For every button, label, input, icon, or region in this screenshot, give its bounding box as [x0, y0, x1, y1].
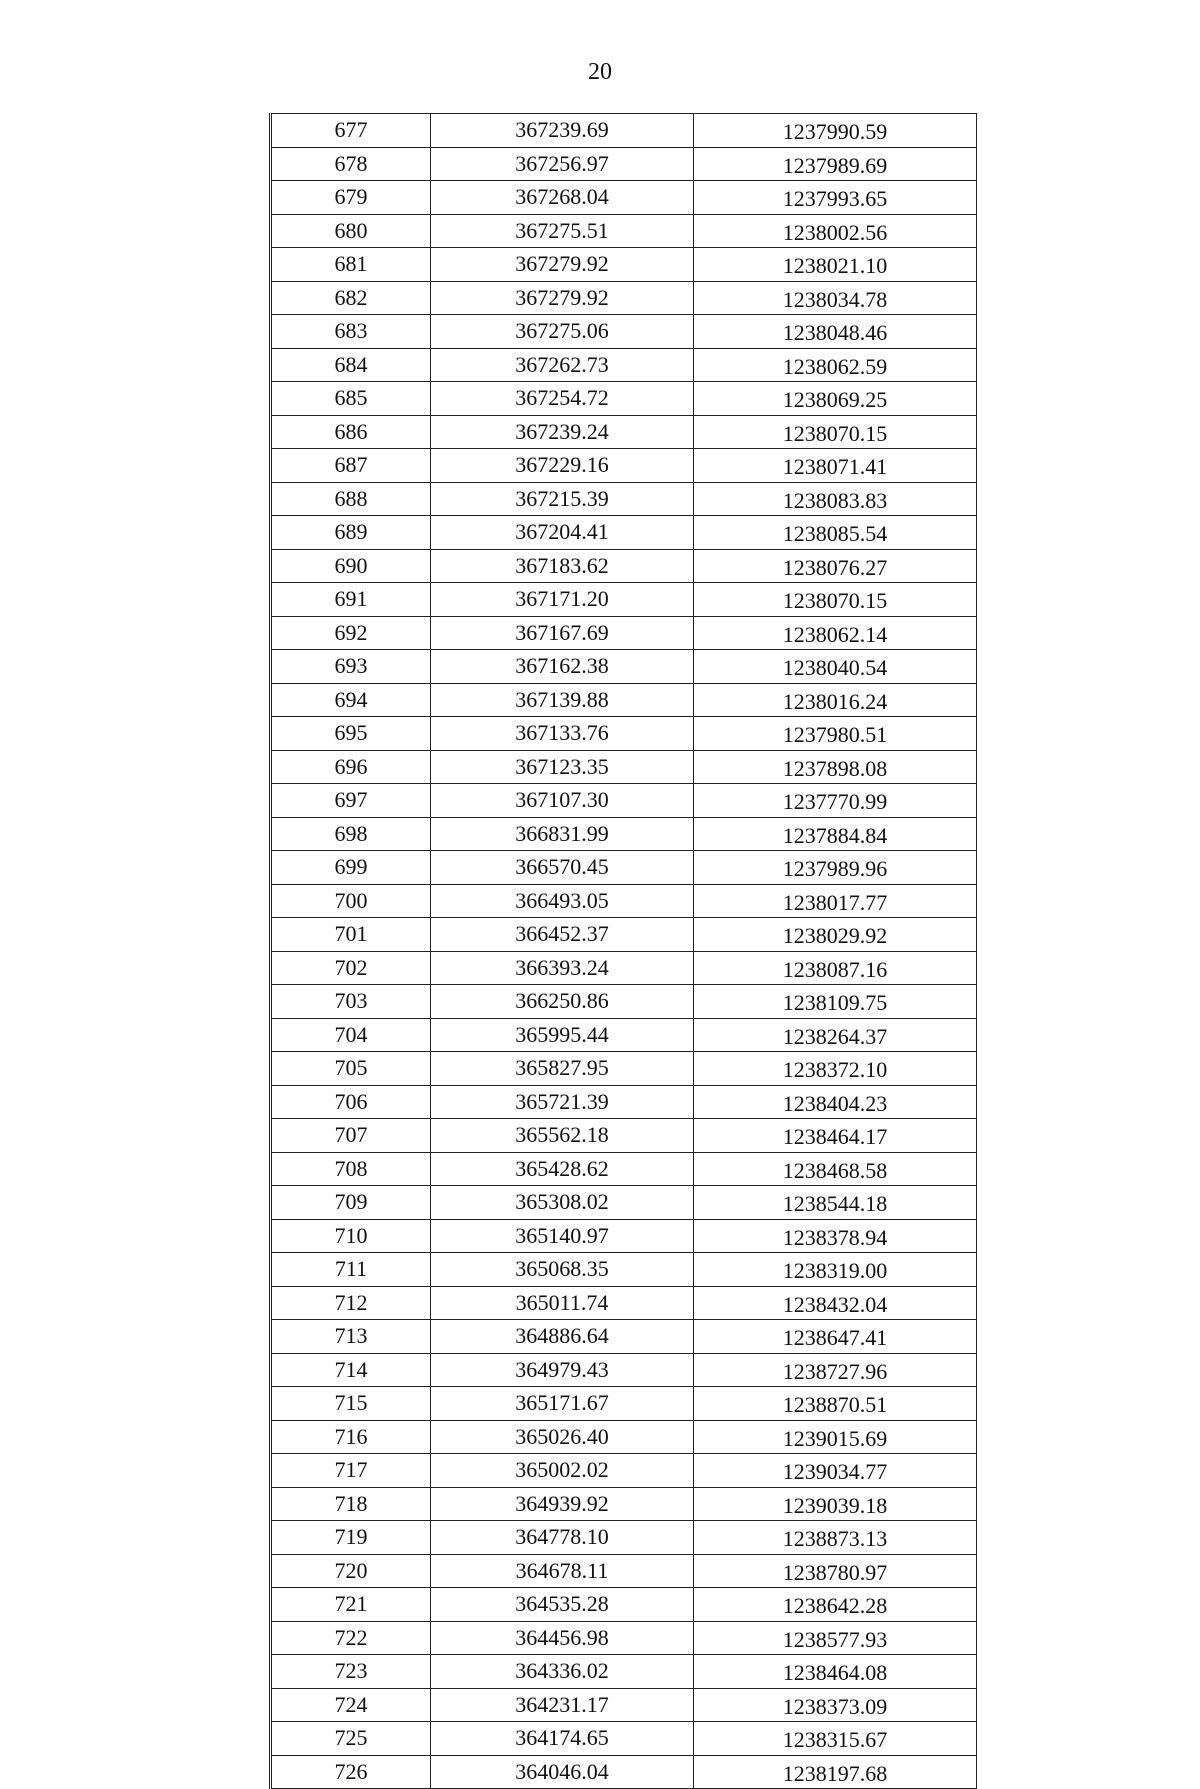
x-coordinate-cell: 365562.18 — [431, 1119, 694, 1153]
y-coordinate-cell: 1238085.54 — [694, 516, 977, 550]
y-coordinate-cell: 1238070.15 — [694, 415, 977, 449]
table-row — [271, 851, 977, 885]
table-row — [271, 315, 977, 349]
table-row — [271, 951, 977, 985]
x-coordinate-cell: 364979.43 — [431, 1353, 694, 1387]
table-row — [271, 1286, 977, 1320]
y-coordinate-cell: 1238464.08 — [694, 1655, 977, 1689]
point-number-cell: 677 — [271, 114, 431, 148]
table-row — [271, 616, 977, 650]
y-coordinate-cell: 1238577.93 — [694, 1621, 977, 1655]
table-row — [271, 482, 977, 516]
x-coordinate-cell: 365721.39 — [431, 1085, 694, 1119]
y-coordinate-cell: 1238048.46 — [694, 315, 977, 349]
point-number-cell: 707 — [271, 1119, 431, 1153]
x-coordinate-cell: 367239.69 — [431, 114, 694, 148]
table-row — [271, 1655, 977, 1689]
x-coordinate-cell: 367239.24 — [431, 415, 694, 449]
point-number-cell: 697 — [271, 784, 431, 818]
x-coordinate-cell: 367107.30 — [431, 784, 694, 818]
y-coordinate-cell: 1238642.28 — [694, 1588, 977, 1622]
y-coordinate-cell: 1238034.78 — [694, 281, 977, 315]
table-row — [271, 147, 977, 181]
point-number-cell: 722 — [271, 1621, 431, 1655]
point-number-cell: 703 — [271, 985, 431, 1019]
y-coordinate-cell: 1238373.09 — [694, 1688, 977, 1722]
page-number: 20 — [588, 59, 612, 85]
x-coordinate-cell: 367279.92 — [431, 248, 694, 282]
point-number-cell: 694 — [271, 683, 431, 717]
point-number-cell: 720 — [271, 1554, 431, 1588]
x-coordinate-cell: 367171.20 — [431, 583, 694, 617]
point-number-cell: 679 — [271, 181, 431, 215]
table-row — [271, 1119, 977, 1153]
x-coordinate-cell: 365026.40 — [431, 1420, 694, 1454]
x-coordinate-cell: 364535.28 — [431, 1588, 694, 1622]
table-row — [271, 1353, 977, 1387]
table-row — [271, 549, 977, 583]
point-number-cell: 716 — [271, 1420, 431, 1454]
x-coordinate-cell: 367183.62 — [431, 549, 694, 583]
y-coordinate-cell: 1238087.16 — [694, 951, 977, 985]
y-coordinate-cell: 1238780.97 — [694, 1554, 977, 1588]
table-row — [271, 214, 977, 248]
point-number-cell: 684 — [271, 348, 431, 382]
point-number-cell: 713 — [271, 1320, 431, 1354]
point-number-cell: 693 — [271, 650, 431, 684]
x-coordinate-cell: 367123.35 — [431, 750, 694, 784]
x-coordinate-cell: 367133.76 — [431, 717, 694, 751]
y-coordinate-cell: 1238404.23 — [694, 1085, 977, 1119]
x-coordinate-cell: 367275.51 — [431, 214, 694, 248]
point-number-cell: 723 — [271, 1655, 431, 1689]
point-number-cell: 725 — [271, 1722, 431, 1756]
point-number-cell: 718 — [271, 1487, 431, 1521]
point-number-cell: 678 — [271, 147, 431, 181]
y-coordinate-cell: 1238870.51 — [694, 1387, 977, 1421]
point-number-cell: 680 — [271, 214, 431, 248]
table-row — [271, 1722, 977, 1756]
table-row — [271, 1320, 977, 1354]
table-row — [271, 817, 977, 851]
table-row — [271, 918, 977, 952]
x-coordinate-cell: 367275.06 — [431, 315, 694, 349]
table-row — [271, 1152, 977, 1186]
point-number-cell: 683 — [271, 315, 431, 349]
x-coordinate-cell: 365827.95 — [431, 1052, 694, 1086]
y-coordinate-cell: 1238076.27 — [694, 549, 977, 583]
y-coordinate-cell: 1239015.69 — [694, 1420, 977, 1454]
table-row — [271, 1554, 977, 1588]
x-coordinate-cell: 367167.69 — [431, 616, 694, 650]
x-coordinate-cell: 364778.10 — [431, 1521, 694, 1555]
x-coordinate-cell: 366570.45 — [431, 851, 694, 885]
table-row — [271, 281, 977, 315]
y-coordinate-cell: 1237898.08 — [694, 750, 977, 784]
x-coordinate-cell: 364456.98 — [431, 1621, 694, 1655]
table-row — [271, 1588, 977, 1622]
y-coordinate-cell: 1238647.41 — [694, 1320, 977, 1354]
point-number-cell: 724 — [271, 1688, 431, 1722]
x-coordinate-cell: 365171.67 — [431, 1387, 694, 1421]
y-coordinate-cell: 1237990.59 — [694, 114, 977, 148]
y-coordinate-cell: 1238083.83 — [694, 482, 977, 516]
point-number-cell: 711 — [271, 1253, 431, 1287]
point-number-cell: 701 — [271, 918, 431, 952]
y-coordinate-cell: 1238069.25 — [694, 382, 977, 416]
y-coordinate-cell: 1238062.14 — [694, 616, 977, 650]
point-number-cell: 714 — [271, 1353, 431, 1387]
point-number-cell: 719 — [271, 1521, 431, 1555]
x-coordinate-cell: 365011.74 — [431, 1286, 694, 1320]
point-number-cell: 717 — [271, 1454, 431, 1488]
x-coordinate-cell: 365002.02 — [431, 1454, 694, 1488]
table-row — [271, 1755, 977, 1789]
table-row — [271, 784, 977, 818]
table-row — [271, 717, 977, 751]
y-coordinate-cell: 1238071.41 — [694, 449, 977, 483]
y-coordinate-cell: 1238017.77 — [694, 884, 977, 918]
point-number-cell: 689 — [271, 516, 431, 550]
x-coordinate-cell: 367139.88 — [431, 683, 694, 717]
table-row — [271, 884, 977, 918]
y-coordinate-cell: 1238315.67 — [694, 1722, 977, 1756]
table-row — [271, 1420, 977, 1454]
x-coordinate-cell: 367256.97 — [431, 147, 694, 181]
x-coordinate-cell: 367262.73 — [431, 348, 694, 382]
table-row — [271, 415, 977, 449]
table-row — [271, 1487, 977, 1521]
point-number-cell: 699 — [271, 851, 431, 885]
table-row — [271, 683, 977, 717]
x-coordinate-cell: 365308.02 — [431, 1186, 694, 1220]
table-row — [271, 114, 977, 148]
y-coordinate-cell: 1238372.10 — [694, 1052, 977, 1086]
x-coordinate-cell: 366831.99 — [431, 817, 694, 851]
table-row — [271, 750, 977, 784]
y-coordinate-cell: 1238544.18 — [694, 1186, 977, 1220]
point-number-cell: 695 — [271, 717, 431, 751]
table-row — [271, 1253, 977, 1287]
point-number-cell: 706 — [271, 1085, 431, 1119]
table-row — [271, 1085, 977, 1119]
point-number-cell: 685 — [271, 382, 431, 416]
y-coordinate-cell: 1238070.15 — [694, 583, 977, 617]
x-coordinate-cell: 364336.02 — [431, 1655, 694, 1689]
point-number-cell: 700 — [271, 884, 431, 918]
table-row — [271, 248, 977, 282]
point-number-cell: 698 — [271, 817, 431, 851]
x-coordinate-cell: 367229.16 — [431, 449, 694, 483]
point-number-cell: 704 — [271, 1018, 431, 1052]
y-coordinate-cell: 1238378.94 — [694, 1219, 977, 1253]
x-coordinate-cell: 365428.62 — [431, 1152, 694, 1186]
table-row — [271, 1387, 977, 1421]
x-coordinate-cell: 365995.44 — [431, 1018, 694, 1052]
point-number-cell: 712 — [271, 1286, 431, 1320]
x-coordinate-cell: 364939.92 — [431, 1487, 694, 1521]
table-row — [271, 181, 977, 215]
x-coordinate-cell: 367162.38 — [431, 650, 694, 684]
table-row — [271, 348, 977, 382]
table-row — [271, 1018, 977, 1052]
point-number-cell: 688 — [271, 482, 431, 516]
x-coordinate-cell: 366393.24 — [431, 951, 694, 985]
y-coordinate-cell: 1238197.68 — [694, 1755, 977, 1789]
y-coordinate-cell: 1238109.75 — [694, 985, 977, 1019]
point-number-cell: 690 — [271, 549, 431, 583]
point-number-cell: 686 — [271, 415, 431, 449]
x-coordinate-cell: 367254.72 — [431, 382, 694, 416]
x-coordinate-cell: 366452.37 — [431, 918, 694, 952]
x-coordinate-cell: 366493.05 — [431, 884, 694, 918]
x-coordinate-cell: 364046.04 — [431, 1755, 694, 1789]
table-row — [271, 1052, 977, 1086]
x-coordinate-cell: 365068.35 — [431, 1253, 694, 1287]
y-coordinate-cell: 1238021.10 — [694, 248, 977, 282]
point-number-cell: 721 — [271, 1588, 431, 1622]
y-coordinate-cell: 1237989.69 — [694, 147, 977, 181]
table-row — [271, 516, 977, 550]
table-row — [271, 1186, 977, 1220]
y-coordinate-cell: 1238002.56 — [694, 214, 977, 248]
y-coordinate-cell: 1238319.00 — [694, 1253, 977, 1287]
x-coordinate-cell: 364886.64 — [431, 1320, 694, 1354]
point-number-cell: 726 — [271, 1755, 431, 1789]
x-coordinate-cell: 364231.17 — [431, 1688, 694, 1722]
point-number-cell: 691 — [271, 583, 431, 617]
point-number-cell: 710 — [271, 1219, 431, 1253]
y-coordinate-cell: 1237980.51 — [694, 717, 977, 751]
table-row — [271, 1621, 977, 1655]
x-coordinate-cell: 367204.41 — [431, 516, 694, 550]
point-number-cell: 702 — [271, 951, 431, 985]
x-coordinate-cell: 366250.86 — [431, 985, 694, 1019]
table-row — [271, 1454, 977, 1488]
y-coordinate-cell: 1238016.24 — [694, 683, 977, 717]
table-row — [271, 583, 977, 617]
y-coordinate-cell: 1237770.99 — [694, 784, 977, 818]
y-coordinate-cell: 1238727.96 — [694, 1353, 977, 1387]
point-number-cell: 715 — [271, 1387, 431, 1421]
table-row — [271, 650, 977, 684]
y-coordinate-cell: 1239039.18 — [694, 1487, 977, 1521]
point-number-cell: 692 — [271, 616, 431, 650]
point-number-cell: 682 — [271, 281, 431, 315]
y-coordinate-cell: 1237884.84 — [694, 817, 977, 851]
y-coordinate-cell: 1238432.04 — [694, 1286, 977, 1320]
x-coordinate-cell: 367215.39 — [431, 482, 694, 516]
y-coordinate-cell: 1238062.59 — [694, 348, 977, 382]
y-coordinate-cell: 1237993.65 — [694, 181, 977, 215]
y-coordinate-cell: 1238029.92 — [694, 918, 977, 952]
table-row — [271, 1521, 977, 1555]
coordinates-table-body — [271, 114, 977, 1789]
point-number-cell: 687 — [271, 449, 431, 483]
y-coordinate-cell: 1238040.54 — [694, 650, 977, 684]
x-coordinate-cell: 365140.97 — [431, 1219, 694, 1253]
x-coordinate-cell: 367268.04 — [431, 181, 694, 215]
table-row — [271, 985, 977, 1019]
table-row — [271, 1219, 977, 1253]
y-coordinate-cell: 1238264.37 — [694, 1018, 977, 1052]
y-coordinate-cell: 1238464.17 — [694, 1119, 977, 1153]
point-number-cell: 696 — [271, 750, 431, 784]
x-coordinate-cell: 364678.11 — [431, 1554, 694, 1588]
y-coordinate-cell: 1238468.58 — [694, 1152, 977, 1186]
y-coordinate-cell: 1239034.77 — [694, 1454, 977, 1488]
y-coordinate-cell: 1237989.96 — [694, 851, 977, 885]
y-coordinate-cell: 1238873.13 — [694, 1521, 977, 1555]
point-number-cell: 681 — [271, 248, 431, 282]
point-number-cell: 708 — [271, 1152, 431, 1186]
table-row — [271, 1688, 977, 1722]
table-row — [271, 382, 977, 416]
point-number-cell: 709 — [271, 1186, 431, 1220]
table-row — [271, 449, 977, 483]
point-number-cell: 705 — [271, 1052, 431, 1086]
coordinates-table — [269, 113, 977, 1789]
x-coordinate-cell: 367279.92 — [431, 281, 694, 315]
x-coordinate-cell: 364174.65 — [431, 1722, 694, 1756]
